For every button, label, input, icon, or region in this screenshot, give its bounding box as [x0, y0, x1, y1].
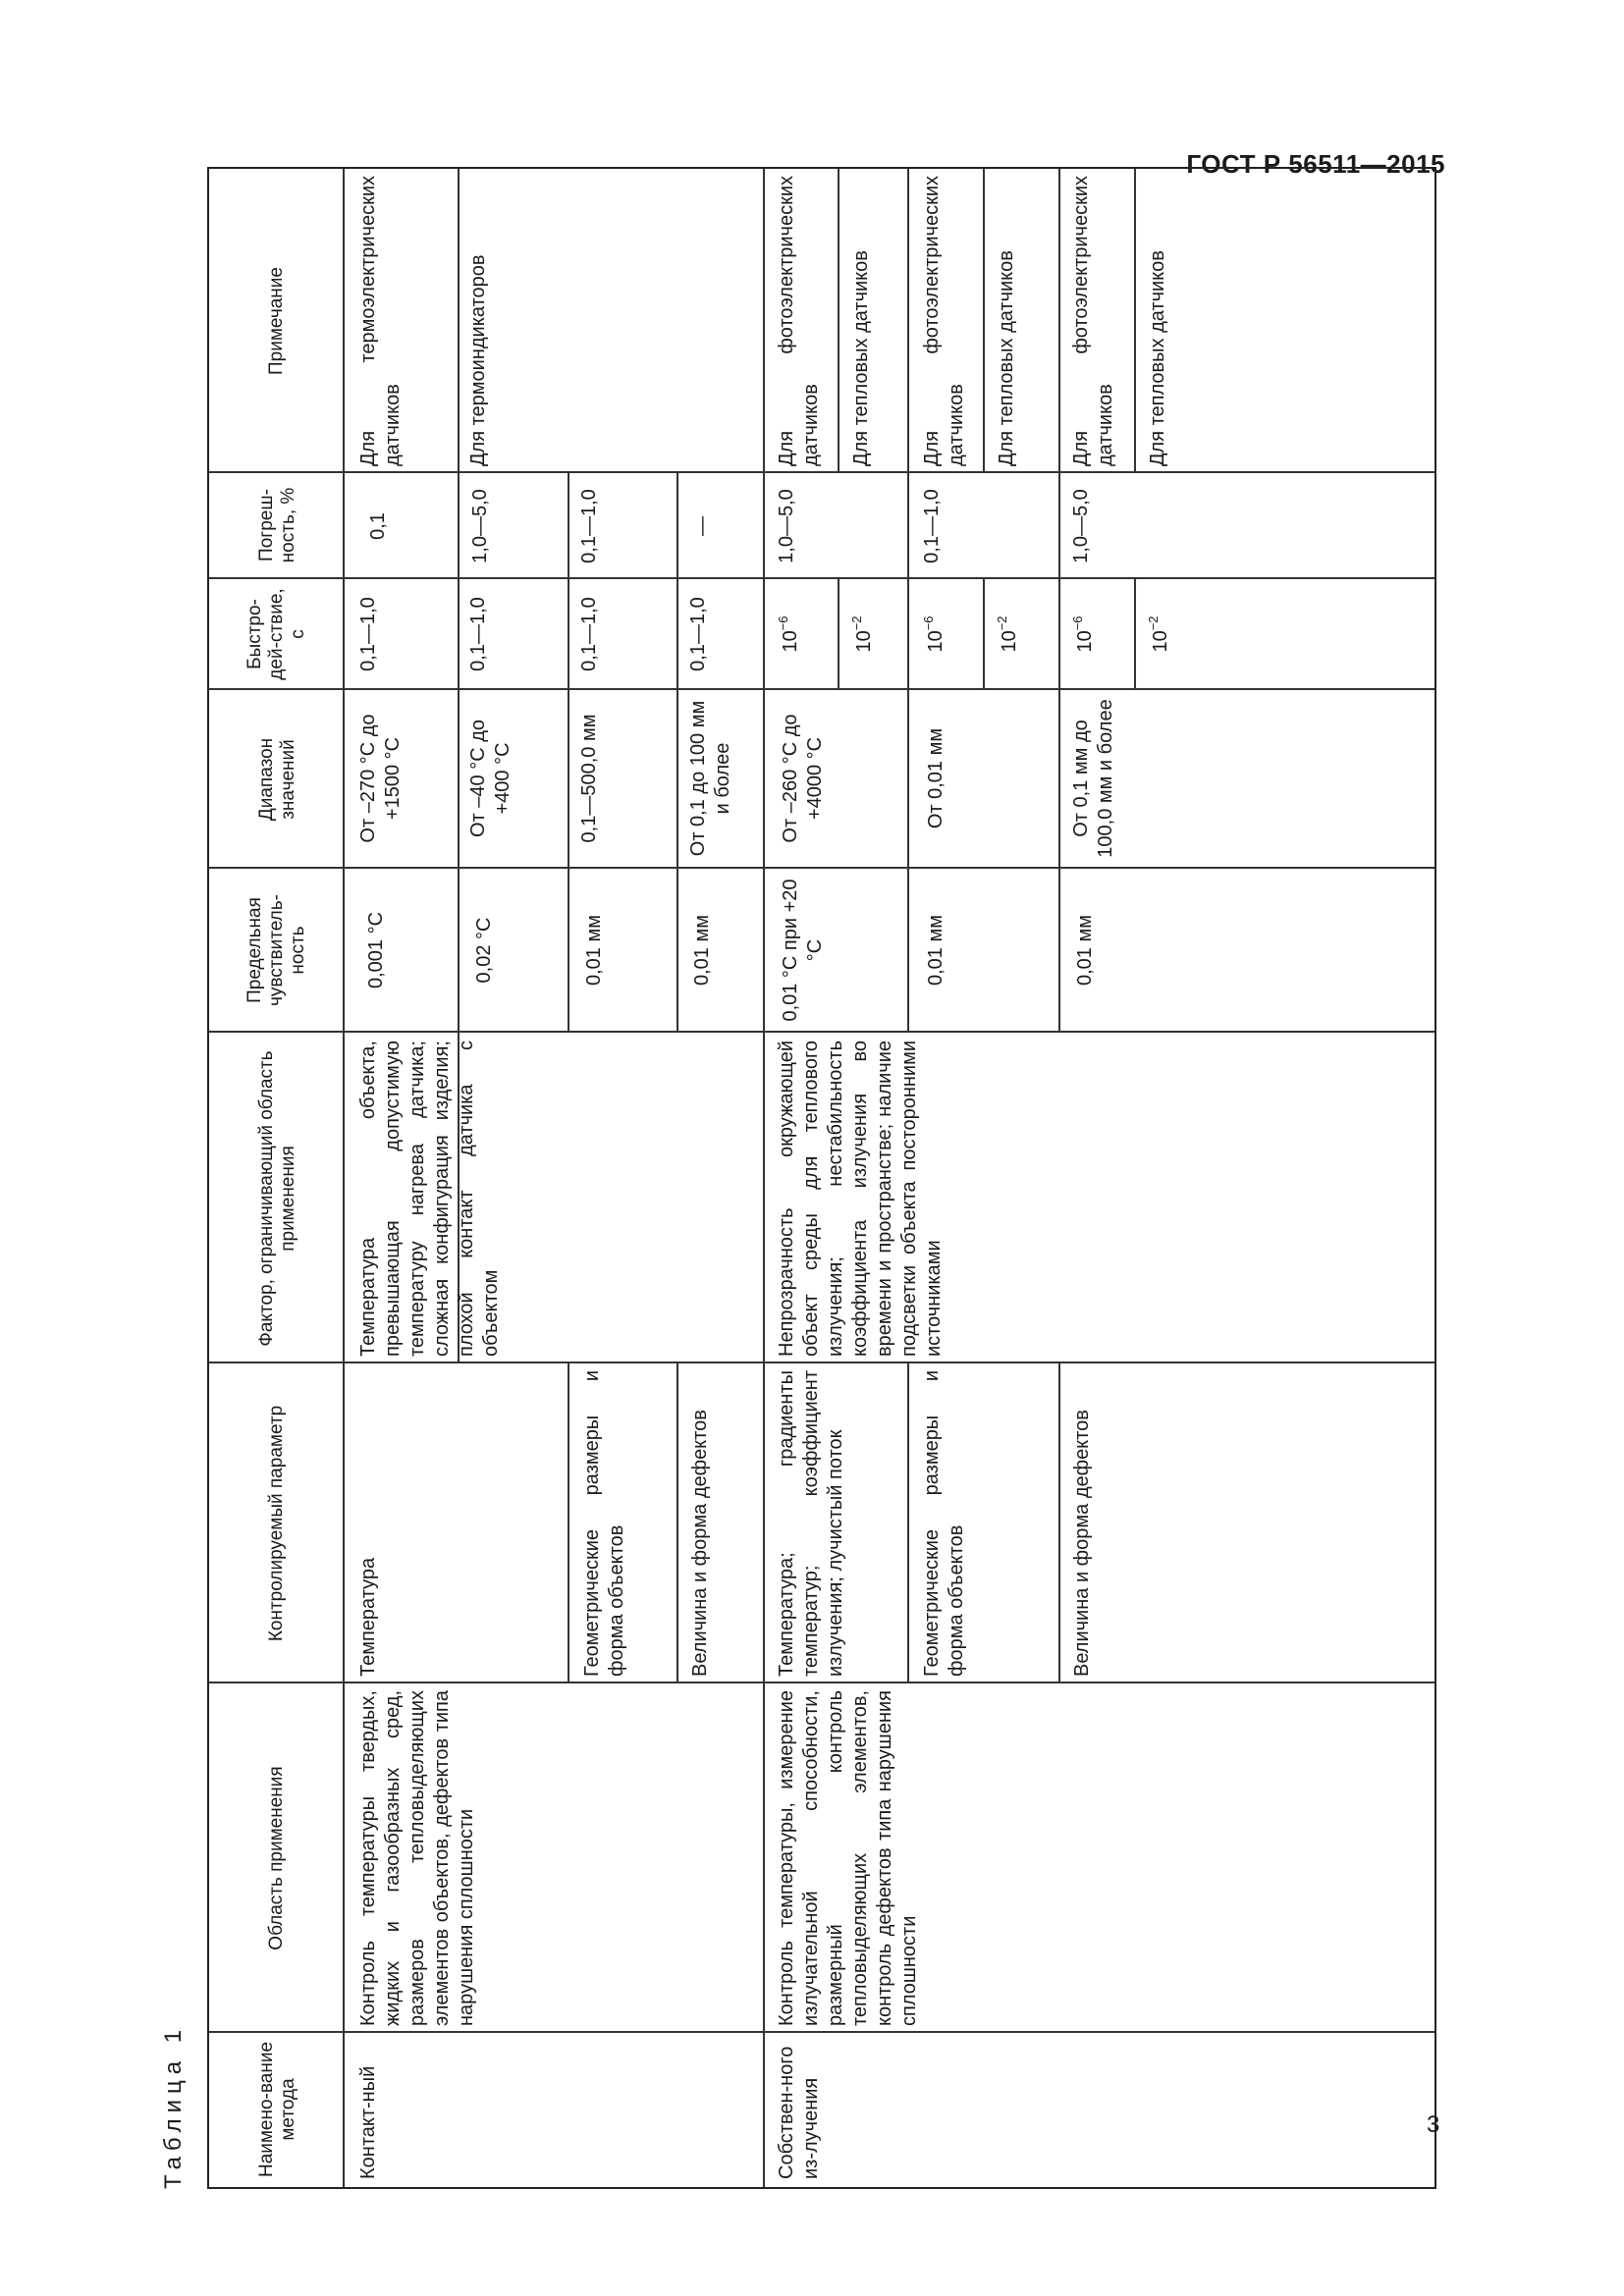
range-radiation-1: От –260 °С до +4000 °С: [780, 714, 826, 843]
param-defects: Величина и форма дефектов: [689, 1410, 711, 1677]
speed-radiation-5: [1070, 583, 1098, 685]
rotated-table-page: [160, 167, 1436, 2189]
speed-radiation-6: [1146, 583, 1173, 685]
header-parameter: Контролируемый параметр: [266, 1405, 287, 1642]
header-note: Примечание: [266, 267, 287, 375]
range-radiation-3: От 0,1 мм до 100,0 мм и более: [1070, 699, 1116, 858]
sens-contact-2: 0,02 °С: [473, 917, 495, 984]
range-contact-1: От –270 °С до +1500 °С: [357, 714, 404, 843]
param-geometry-radiation: Геометрические размеры и форма объектов: [921, 1370, 967, 1677]
row-divider: [677, 1363, 678, 1683]
speed-radiation-3: [921, 583, 948, 685]
col-divider: [209, 1362, 1435, 1364]
speed-exponent: −6: [921, 615, 937, 631]
speed-base: 10: [1150, 630, 1171, 653]
param-temperature-gradients: Температура; градиенты температур; коэффициент излучения; лучистый поток: [776, 1370, 846, 1677]
speed-contact-3: 0,1—1,0: [578, 597, 600, 671]
speed-exponent: −2: [1146, 615, 1162, 631]
col-divider: [209, 1032, 1435, 1034]
area-radiation: Контроль температуры, измерение излучательной способности, размерный контроль тепловыделяющих элементов, контроль дефектов типа нарушения сплошности: [776, 1690, 920, 2026]
factor-contact: Температура объекта, превышающая допустимую температуру нагрева датчика; сложная конфигурация изделия; плохой контакт датчика с объектом: [357, 1041, 502, 1357]
header-speed: Быстро-дей-ствие, с: [244, 588, 308, 680]
speed-base: 10: [925, 630, 947, 653]
header-factor: Фактор, ограничивающий область применения: [256, 1050, 298, 1347]
note-radiation-thermal-1: Для тепловых датчиков: [850, 250, 872, 466]
methods-table: [207, 167, 1436, 2189]
speed-base: 10: [1074, 630, 1096, 653]
range-radiation-2: От 0,01 мм: [925, 727, 947, 829]
header-error: Погреш-ность, %: [256, 487, 298, 563]
header-sensitivity: Предельная чувствитель-ность: [244, 894, 308, 1006]
row-divider: [838, 579, 839, 690]
range-contact-4: От 0,1 до 100 мм и более: [687, 700, 733, 857]
row-divider: [1058, 1363, 1060, 1683]
header-area: Область применения: [266, 1766, 287, 1950]
range-contact-3: 0,1—500,0 мм: [578, 714, 600, 843]
error-radiation-2: 0,1—1,0: [921, 489, 943, 563]
group-divider: [763, 169, 765, 2187]
speed-radiation-1: [776, 583, 803, 685]
speed-base: 10: [780, 630, 801, 653]
method-contact: Контакт-ный: [357, 2065, 379, 2179]
error-contact-3: 0,1—1,0: [578, 489, 600, 563]
row-divider: [677, 473, 678, 1033]
param-temperature: Температура: [357, 1557, 379, 1677]
speed-base: 10: [999, 630, 1020, 653]
speed-contact-4: 0,1—1,0: [687, 597, 709, 671]
factor-radiation: Непрозрачность окружающей объект среды для теплового излучения; нестабильность коэффициента излучения во времени и пространстве; наличие подсветки объекта посторонними источниками: [776, 1041, 945, 1357]
col-divider: [209, 472, 1435, 474]
speed-radiation-2: [849, 583, 877, 685]
note-radiation-thermal-3: Для тепловых датчиков: [1147, 250, 1168, 466]
param-defects-radiation: Величина и форма дефектов: [1071, 1410, 1093, 1677]
note-radiation-photo-2: Для фотоэлектрических датчиков: [921, 176, 967, 466]
sens-contact-4: 0,01 мм: [691, 915, 713, 986]
speed-exponent: −6: [776, 615, 791, 631]
col-divider: [209, 578, 1435, 580]
note-radiation-photo-1: Для фотоэлектрических датчиков: [776, 176, 822, 466]
error-contact-4: —: [691, 516, 713, 536]
col-divider: [209, 689, 1435, 691]
sens-radiation-3: 0,01 мм: [1074, 915, 1096, 986]
speed-exponent: −2: [995, 615, 1010, 631]
row-divider: [568, 1363, 569, 1683]
standard-code: ГОСТ Р 56511—2015: [1186, 149, 1445, 179]
header-range: Диапазон значений: [256, 737, 298, 822]
speed-contact-1: 0,1—1,0: [357, 597, 379, 671]
param-geometry: Геометрические размеры и форма объектов: [581, 1370, 627, 1677]
row-divider: [1058, 169, 1060, 1033]
error-contact-2: 1,0—5,0: [469, 489, 491, 563]
header-rule: [343, 169, 345, 2187]
col-divider: [209, 2032, 1435, 2034]
row-divider: [1134, 579, 1136, 690]
error-radiation-1: 1,0—5,0: [776, 489, 797, 563]
row-divider: [907, 1363, 909, 1683]
sens-radiation-2: 0,01 мм: [925, 915, 947, 986]
note-contact-1: Для термоэлектрических датчиков: [357, 176, 404, 466]
col-divider: [209, 868, 1435, 870]
note-radiation-thermal-2: Для тепловых датчиков: [996, 250, 1017, 466]
speed-exponent: −6: [1070, 615, 1086, 631]
error-radiation-3: 1,0—5,0: [1070, 489, 1092, 563]
note-radiation-photo-3: Для фотоэлектрических датчиков: [1070, 176, 1116, 466]
method-radiation: Собствен-ного из-лучения: [776, 2046, 822, 2179]
row-divider: [983, 169, 985, 473]
speed-contact-2: 0,1—1,0: [467, 597, 489, 671]
row-divider: [907, 169, 909, 1033]
table-caption: Таблица 1: [160, 2023, 187, 2189]
area-contact: Контроль температуры твердых, жидких и газообразных сред, размеров тепловыделяющих элементов объектов, дефектов типа нарушения сплошности: [357, 1690, 477, 2026]
speed-exponent: −2: [849, 615, 865, 631]
col-divider: [209, 1682, 1435, 1684]
speed-base: 10: [853, 630, 875, 653]
error-contact-1: 0,1: [367, 512, 389, 540]
row-divider: [568, 473, 569, 1033]
speed-radiation-4: [995, 583, 1022, 685]
note-contact-2: Для термоиндикаторов: [467, 254, 489, 466]
sens-contact-3: 0,01 мм: [583, 915, 605, 986]
range-contact-2: От –40 °С до +400 °С: [467, 720, 514, 837]
header-method: Наимено-вание метода: [256, 2041, 298, 2178]
sens-radiation-1: 0,01 °С при +20 °С: [780, 879, 826, 1022]
row-divider: [838, 169, 839, 473]
row-divider: [983, 579, 985, 690]
row-divider: [1134, 169, 1136, 473]
sens-contact-1: 0,001 °С: [365, 911, 387, 989]
page-number: 3: [1427, 2111, 1440, 2138]
